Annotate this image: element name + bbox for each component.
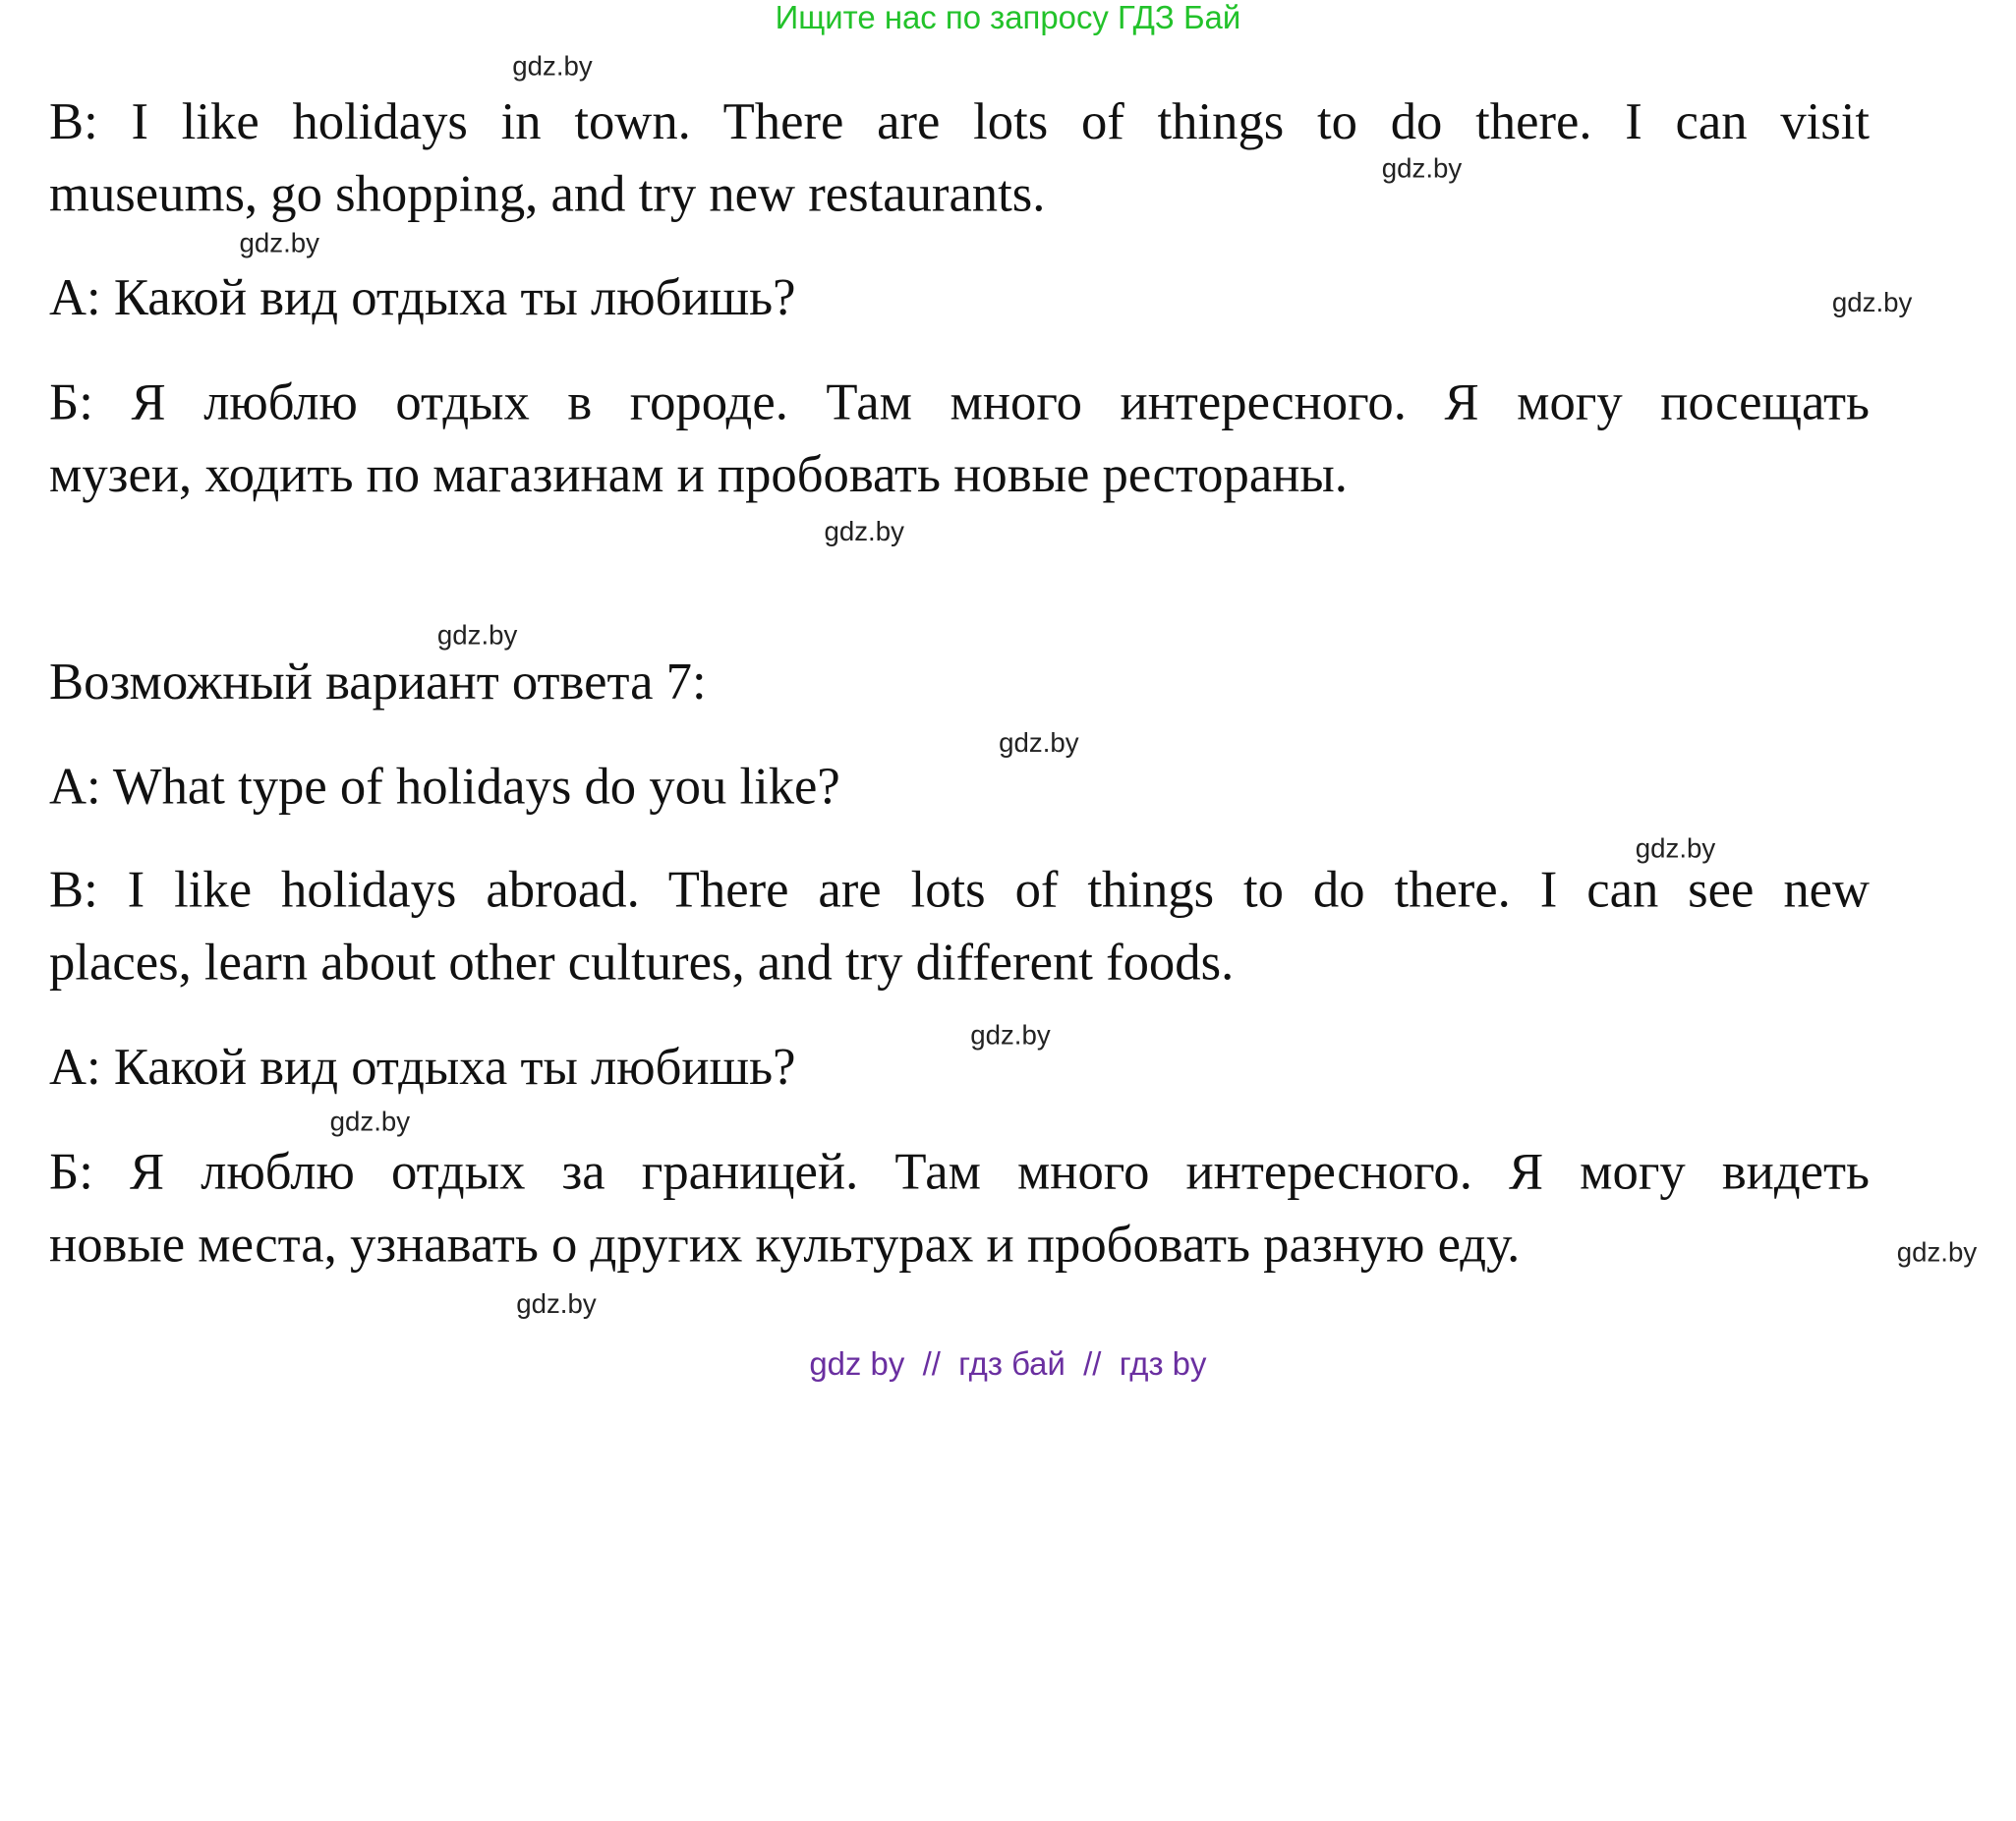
watermark: gdz.by [970,1020,1051,1051]
paragraph-a-question-english [49,750,1870,823]
text-line: Б: Я люблю отдых за границей. Там много интересного. Я могу видеть [49,1142,1871,1201]
watermark: gdz.by [1831,288,1913,318]
paragraph-b-town-russian [49,367,1870,511]
paragraph-b-abroad-russian [49,1136,1870,1280]
text-line: A: What type of holidays do you like? [49,757,840,816]
paragraph-a-question-russian [49,261,1870,334]
text-line: A: Какой вид отдыха ты любишь? [49,1037,796,1096]
watermark: gdz.by [1635,834,1716,865]
text-line: places, learn about other cultures, and try different foods. [49,933,1235,992]
text-line: B: I like holidays in town. There are lots of things to do there. I can visit [49,91,1871,150]
watermark: gdz.by [999,728,1079,759]
paragraph-b-town-english [49,85,1870,230]
watermark: gdz.by [1896,1237,1978,1268]
text-line: B: I like holidays abroad. There are lots of things to do there. I can see new [49,860,1871,919]
text-line: Возможный вариант ответа 7: [49,652,707,711]
watermark: gdz.by [824,517,904,547]
text-line: museums, go shopping, and try new restaurants. [49,164,1046,223]
text-line: новые места, узнавать о других культурах и пробовать разную еду. [49,1215,1521,1274]
watermark: gdz.by [516,1289,597,1320]
top-banner: Ищите нас по запросу ГДЗ Бай [775,0,1241,36]
text-line: музеи, ходить по магазинам и пробовать новые рестораны. [49,444,1348,504]
text-line: A: Какой вид отдыха ты любишь? [49,267,796,326]
answer-variant-heading [49,646,1870,718]
watermark: gdz.by [239,228,319,259]
paragraph-b-abroad-english [49,854,1870,998]
watermark: gdz.by [436,620,518,652]
footer-links: gdz by // гдз бай // гдз by [809,1346,1207,1384]
watermark: gdz.by [1381,153,1463,184]
watermark: gdz.by [512,51,593,82]
text-line: Б: Я люблю отдых в городе. Там много интересного. Я могу посещать [49,372,1871,431]
paragraph-a-question-russian-2 [49,1031,1870,1104]
watermark: gdz.by [329,1107,411,1138]
